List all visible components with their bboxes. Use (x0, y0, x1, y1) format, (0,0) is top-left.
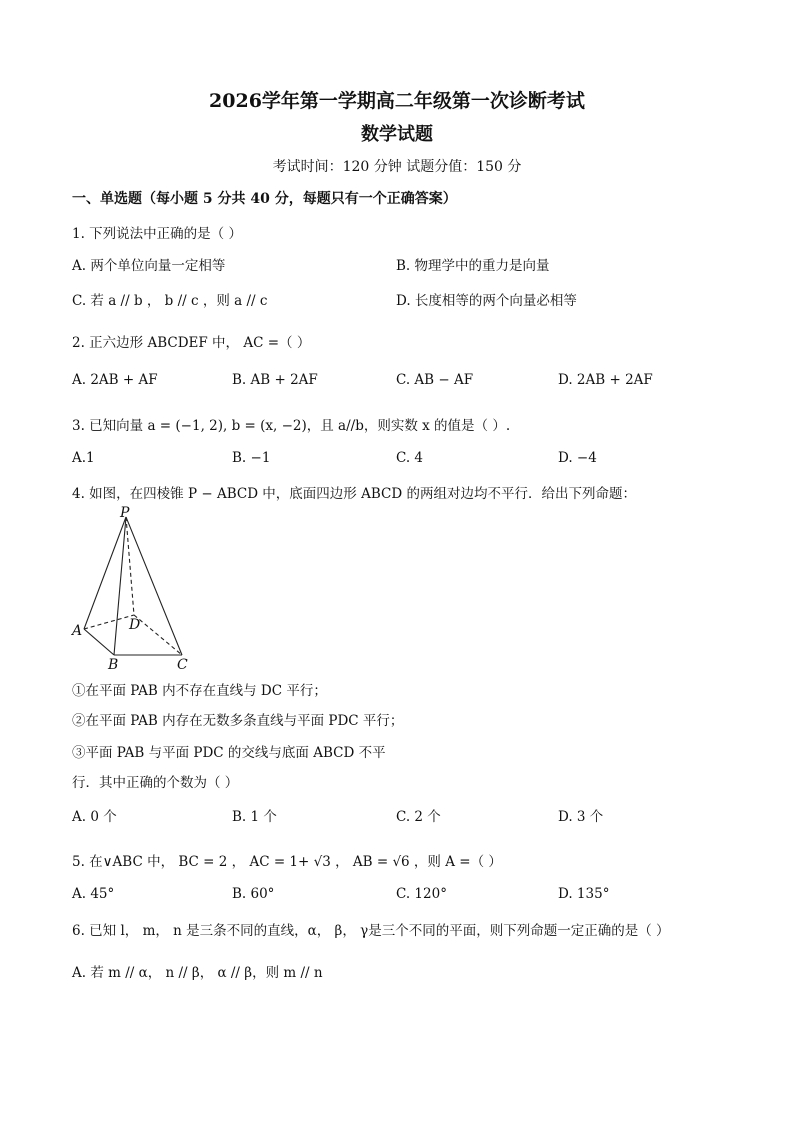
question-3-option-a: A.1 (72, 450, 95, 466)
edge-pd-hidden (126, 517, 134, 615)
question-3-option-b: B. −1 (232, 450, 271, 466)
exam-subtitle: 数学试题 (361, 124, 433, 145)
question-4-option-c: C. 2 个 (396, 809, 441, 825)
question-2-option-c: C. AB − AF (396, 372, 474, 388)
exam-title: 2026学年第一学期高二年级第一次诊断考试 (209, 90, 585, 112)
question-4-option-a: A. 0 个 (72, 809, 117, 825)
edge-pb (114, 517, 126, 655)
question-1-option-c: C. 若 a // b ， b // c ，则 a // c (72, 293, 268, 309)
question-1-stem: 1. 下列说法中正确的是（ ） (72, 226, 242, 242)
edge-pc (126, 517, 182, 655)
question-5-stem: 5. 在∨ABC 中， BC = 2 ， AC = 1+ √3 ， AB = √6 ，则 A =（ ） (72, 854, 502, 870)
edge-ab (84, 629, 114, 655)
question-2-option-d: D. 2AB + 2AF (558, 372, 653, 388)
question-3-option-c: C. 4 (396, 450, 424, 466)
question-5-option-d: D. 135° (558, 886, 610, 902)
question-5-option-c: C. 120° (396, 886, 447, 902)
question-5-option-a: A. 45° (72, 886, 115, 902)
label-a: A (72, 623, 83, 639)
label-b: B (108, 657, 119, 670)
question-4-statement-1: ①在平面 PAB 内不存在直线与 DC 平行； (72, 683, 327, 699)
question-1-option-d: D. 长度相等的两个向量必相等 (396, 293, 577, 309)
question-2-option-b: B. AB + 2AF (232, 372, 318, 388)
question-1-option-b: B. 物理学中的重力是向量 (396, 258, 550, 274)
edge-dc-hidden (134, 615, 182, 655)
label-p: P (120, 505, 130, 521)
question-3-option-d: D. −4 (558, 450, 597, 466)
question-5-option-b: B. 60° (232, 886, 275, 902)
question-4-option-b: B. 1 个 (232, 809, 277, 825)
edge-pa (84, 517, 126, 629)
exam-info: 考试时间：120 分钟 试题分值：150 分 (272, 159, 522, 175)
question-3-stem: 3. 已知向量 a = (−1, 2), b = (x, −2)，且 a//b，则实数 x 的值是（ ）. (72, 418, 511, 434)
question-4-statement-2: ②在平面 PAB 内存在无数多条直线与平面 PDC 平行； (72, 713, 404, 729)
question-4-stem: 4. 如图，在四棱锥 P − ABCD 中，底面四边形 ABCD 的两组对边均不平行．给出下列命题： (72, 486, 636, 502)
pyramid-figure (70, 505, 210, 670)
question-2-stem: 2. 正六边形 ABCDEF 中， AC =（ ） (72, 335, 311, 351)
section-heading: 一、单选题（每小题 5 分共 40 分，每题只有一个正确答案） (72, 191, 457, 207)
label-d: D (129, 617, 141, 633)
question-4-statement-4: 行．其中正确的个数为（ ） (72, 775, 239, 791)
edge-ad-hidden (84, 615, 134, 629)
question-4-statement-3: ③平面 PAB 与平面 PDC 的交线与底面 ABCD 不平 (72, 745, 386, 761)
question-2-option-a: A. 2AB + AF (72, 372, 158, 388)
label-c: C (177, 657, 188, 670)
question-6-stem: 6. 已知 l， m， n 是三条不同的直线，α， β， γ是三个不同的平面，则下列命题一定正确的是（ ） (72, 923, 670, 939)
question-6-option-a: A. 若 m // α， n // β， α // β，则 m // n (72, 965, 323, 981)
question-1-option-a: A. 两个单位向量一定相等 (72, 258, 226, 274)
question-4-option-d: D. 3 个 (558, 809, 604, 825)
